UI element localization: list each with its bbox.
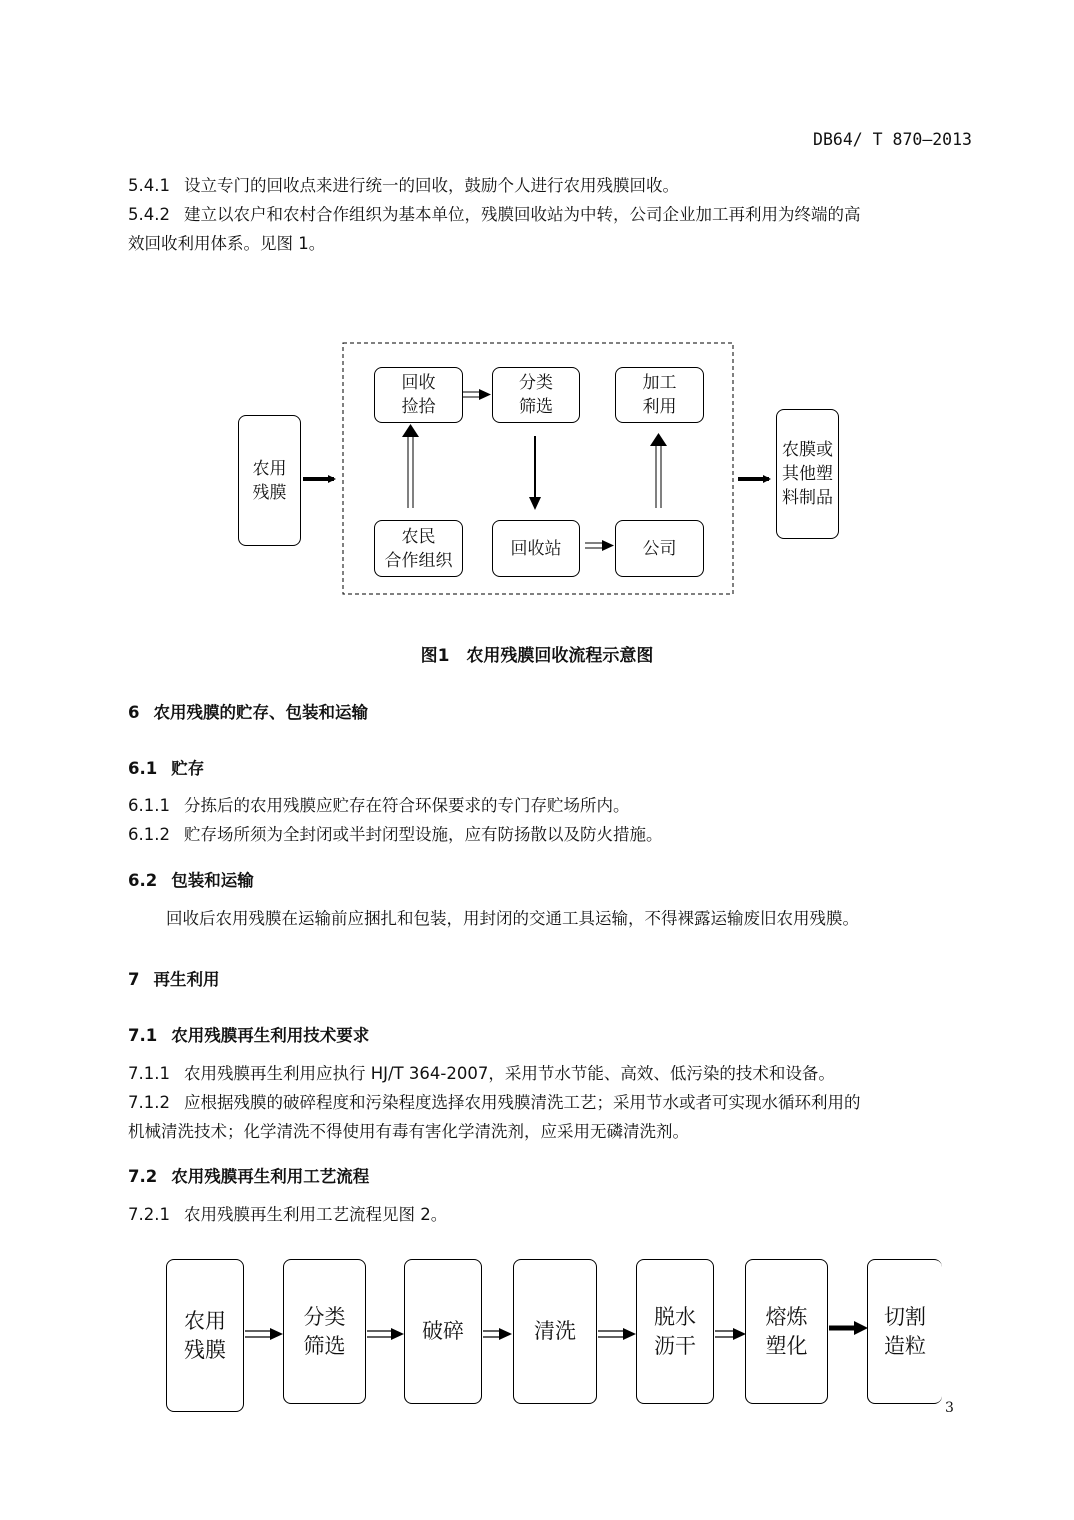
- arrow-step2-step3: [367, 1328, 404, 1340]
- process-step-4: 清洗: [513, 1259, 597, 1404]
- flow-box-coop: 农民 合作组织: [374, 520, 463, 577]
- flow-box-input: 农用 残膜: [238, 415, 301, 546]
- flow-box-company: 公司: [615, 520, 704, 577]
- section-6-1-title: 6.1 贮存: [128, 759, 205, 778]
- clause-number: 5.4.1: [128, 176, 170, 195]
- arrow-step5-step6: [715, 1328, 746, 1340]
- paragraph-7-1-2-cont: 机械清洗技术；化学清洗不得使用有毒有害化学清洗剂，应采用无磷清洗剂。: [128, 1122, 689, 1141]
- paragraph-6-1-2: 6.1.2 贮存场所须为全封闭或半封闭型设施，应有防扬散以及防火措施。: [128, 825, 663, 844]
- process-step-1: 农用 残膜: [166, 1259, 244, 1412]
- page-number: 3: [945, 1400, 954, 1416]
- section-6-2-title: 6.2 包装和运输: [128, 871, 254, 890]
- process-step-5: 脱水 沥干: [636, 1259, 714, 1404]
- paragraph-6-1-1: 6.1.1 分拣后的农用残膜应贮存在符合环保要求的专门存贮场所内。: [128, 796, 630, 815]
- section-7-title: 7 再生利用: [128, 970, 220, 989]
- process-step-3: 破碎: [404, 1259, 482, 1404]
- arrow-step1-step2: [245, 1328, 283, 1340]
- clause-number: 5.4.2: [128, 205, 170, 224]
- figure-1-caption: 图1 农用残膜回收流程示意图: [420, 646, 654, 666]
- flow-box-station: 回收站: [492, 520, 580, 577]
- clause-text: 设立专门的回收点来进行统一的回收，鼓励个人进行农用残膜回收。: [183, 176, 679, 195]
- process-step-2: 分类 筛选: [283, 1259, 366, 1404]
- paragraph-6-2: 回收后农用残膜在运输前应捆扎和包装，用封闭的交通工具运输，不得裸露运输废旧农用残膜。: [166, 909, 859, 928]
- paragraph-7-2-1: 7.2.1 农用残膜再生利用工艺流程见图 2。: [128, 1205, 448, 1224]
- flow-box-output: 农膜或 其他塑 料制品: [776, 409, 839, 539]
- arrow-step6-step7: [829, 1321, 868, 1335]
- clause-text: 效回收利用体系。见图 1。: [128, 234, 326, 253]
- process-step-7: 切割 造粒: [867, 1259, 942, 1404]
- flow-box-process: 加工 利用: [615, 367, 704, 423]
- section-6-title: 6 农用残膜的贮存、包装和运输: [128, 703, 368, 722]
- section-7-2-title: 7.2 农用残膜再生利用工艺流程: [128, 1167, 370, 1186]
- arrow-step4-step5: [598, 1328, 636, 1340]
- doc-code: DB64/ T 870—2013: [813, 130, 972, 149]
- flow-box-pickup: 回收 捡拾: [374, 367, 463, 423]
- clause-text: 建立以农户和农村合作组织为基本单位，残膜回收站为中转，公司企业加工再利用为终端的高: [183, 205, 861, 224]
- process-step-6: 熔炼 塑化: [745, 1259, 828, 1404]
- paragraph-7-1-1: 7.1.1 农用残膜再生利用应执行 HJ/T 364-2007，采用节水节能、高效、低污染的技术和设备。: [128, 1064, 835, 1083]
- arrow-step3-step4: [483, 1328, 512, 1340]
- paragraph-7-1-2: 7.1.2 应根据残膜的破碎程度和污染程度选择农用残膜清洗工艺；采用节水或者可实现水循环利用的: [128, 1093, 861, 1112]
- flow-box-sort: 分类 筛选: [492, 367, 580, 423]
- section-7-1-title: 7.1 农用残膜再生利用技术要求: [128, 1026, 370, 1045]
